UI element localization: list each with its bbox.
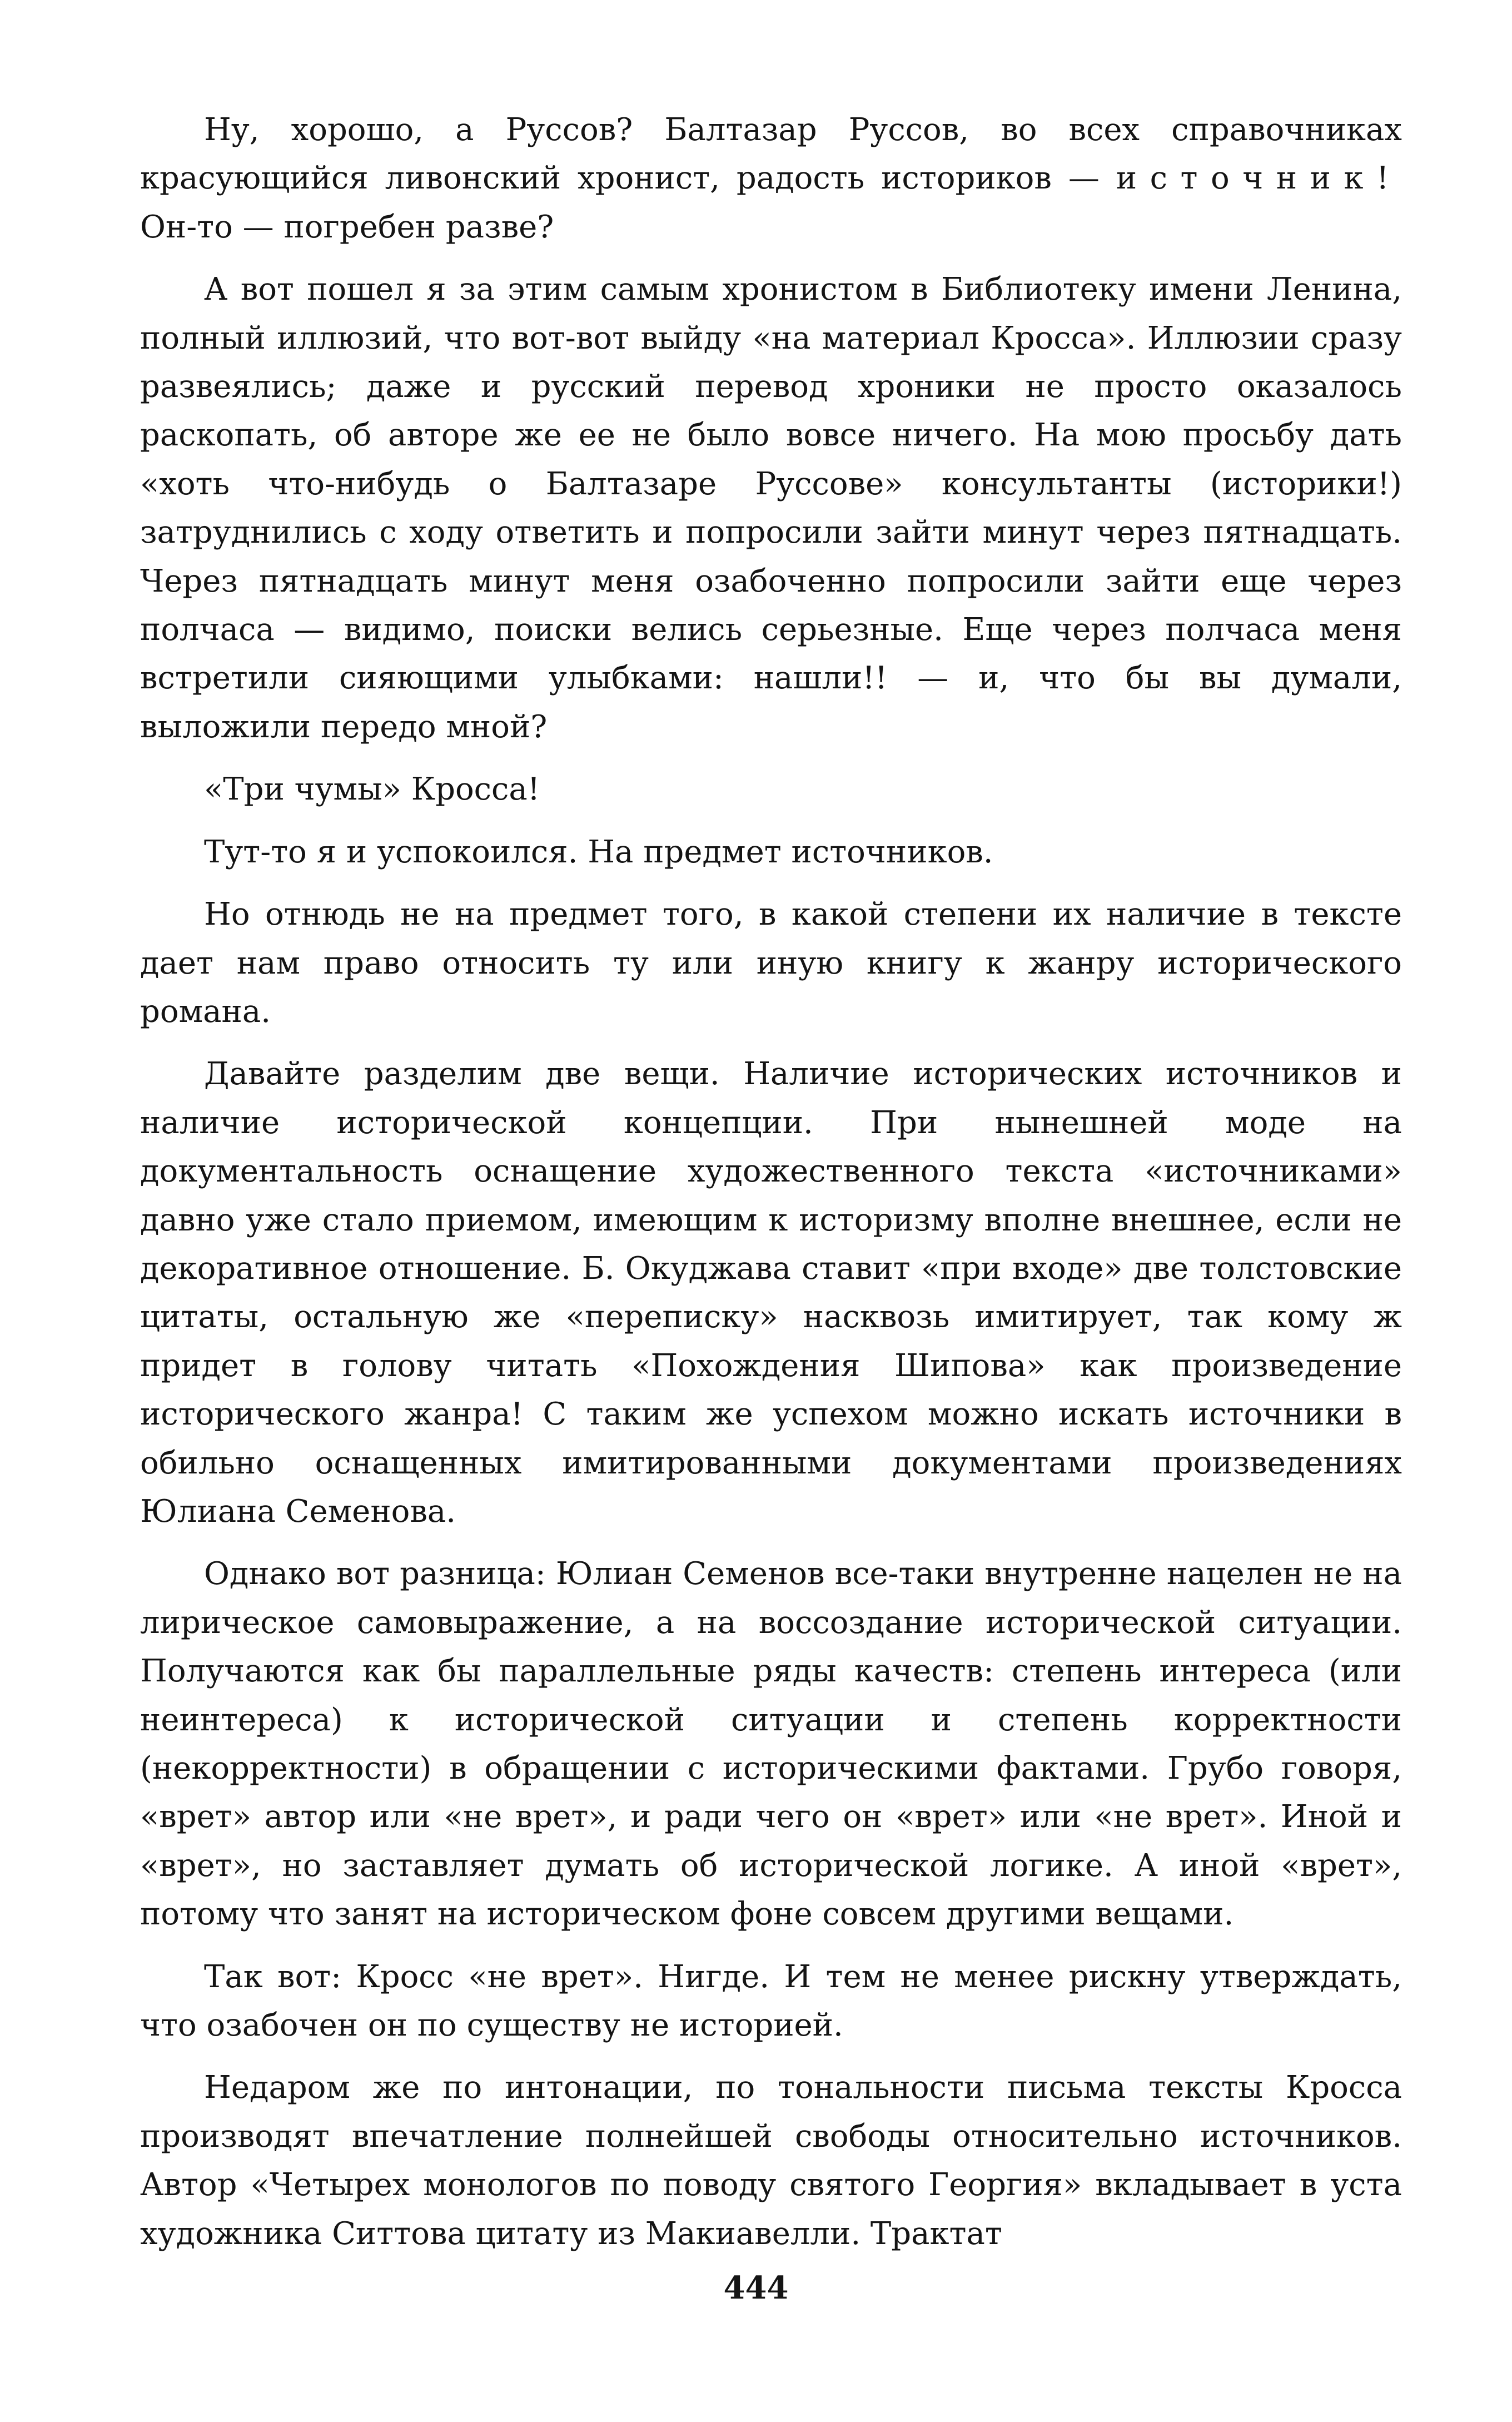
paragraph-6: Давайте разделим две вещи. Наличие исторических источников и наличие исторической концепции. При нынешней моде на документальность оснащение художественного текста «источниками» давно уже стало приемом, имеющим к историзму вполне внешнее, если не декоративное отношение. Б. Окуджава ставит «при входе» две толстовские цитаты, остальную же «переписку» насквозь имитирует, так кому ж придет в голову читать «Похождения Шипова» как произведение исторического жанра! С таким же успехом можно искать источники в обильно оснащенных имитированными документами произведениях Юлиана Семенова. [140, 1056, 1402, 1530]
paragraph-2: А вот пошел я за этим самым хронистом в Библиотеку имени Ленина, полный иллюзий, что вот-вот выйду «на материал Кросса». Иллюзии сразу развеялись; даже и русский перевод хроники не просто оказалось раскопать, об авторе же ее не было вовсе ничего. На мою просьбу дать «хоть что-нибудь о Балтазаре Руссове» консультанты (историки!) затруднились с ходу ответить и попросили зайти минут через пятнадцать. Через пятнадцать минут меня озабоченно попросили зайти еще через полчаса — видимо, поиски велись серьезные. Еще через полчаса меня встретили сияющими улыбками: нашли!! — и, что бы вы думали, выложили передо мной? [140, 271, 1402, 745]
page-number: 444 [723, 2270, 789, 2306]
paragraph-4: Тут-то я и успокоился. На предмет источников. [204, 833, 993, 870]
paragraph-1-lead: Ну, хорошо, а Руссов? Балтазар Руссов, во всех справочниках красующийся ливонский хронист, радость историков — [140, 112, 1402, 197]
paragraph-5: Но отнюдь не на предмет того, в какой степени их наличие в тексте дает нам право относить ту или иную книгу к жанру исторического романа. [140, 896, 1402, 1030]
paragraph-8: Так вот: Кросс «не врет». Нигде. И тем не менее рискну утверждать, что озабочен он по существу не историей. [140, 1958, 1402, 2044]
paragraph-1 [140, 106, 1402, 251]
body-text [140, 106, 1402, 2258]
paragraph-3: «Три чумы» Кросса! [204, 771, 540, 808]
paragraph-7: Однако вот разница: Юлиан Семенов все-таки внутренне нацелен не на лирическое самовыражение, а на воссоздание исторической ситуации. Получаются как бы параллельные ряды качеств: степень интереса (или неинтереса) к исторической ситуации и степень корректности (некорректности) в обращении с историческими фактами. Грубо говоря, «врет» автор или «не врет», и ради чего он «врет» или «не врет». Иной и «врет», но заставляет думать об исторической логике. А иной «врет», потому что занят на историческом фоне совсем другими вещами. [140, 1556, 1402, 1933]
paragraph-9: Недаром же по интонации, по тональности письма тексты Кросса производят впечатление полнейшей свободы относительно источников. Автор «Четырех монологов по поводу святого Георгия» вкладывает в уста художника Ситтова цитату из Макиавелли. Трактат [140, 2069, 1402, 2252]
paragraph-1-tail: Он-то — погребен разве? [140, 209, 554, 245]
paragraph-1-spaced-word: источник! [1116, 160, 1402, 197]
